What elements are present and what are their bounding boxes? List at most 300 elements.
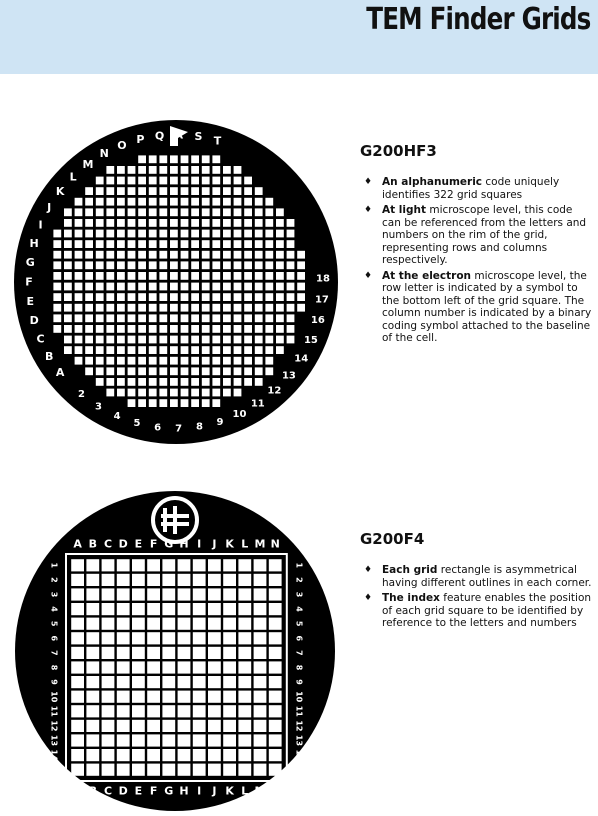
grid-square — [269, 749, 282, 761]
grid-square — [102, 603, 115, 615]
rim-letter-label: J — [47, 201, 52, 215]
grid-square — [132, 559, 145, 571]
grid-square — [117, 705, 130, 717]
grid-square — [106, 208, 114, 216]
grid-square — [162, 764, 175, 776]
list-item: ♦ An alphanumeric code uniquely identifies 322 grid squares — [364, 176, 560, 201]
rim-number-label: 10 — [232, 409, 247, 421]
grid-square — [244, 272, 252, 280]
grid-square — [244, 304, 252, 312]
grid-square — [106, 304, 114, 312]
grid-square — [244, 230, 252, 238]
grid-square — [102, 720, 115, 732]
grid-square — [238, 691, 251, 703]
grid-square — [138, 272, 146, 280]
grid-square — [159, 187, 167, 195]
grid-square — [178, 661, 191, 673]
grid-square — [117, 346, 125, 354]
grid-square — [170, 314, 178, 322]
column-letter-label: E — [134, 537, 143, 551]
grid-square — [223, 272, 231, 280]
grid-square — [193, 647, 206, 659]
grid-square — [102, 734, 115, 746]
grid-square — [178, 559, 191, 571]
grid-square — [202, 283, 210, 291]
column-letter-label: M — [254, 784, 266, 798]
grid-square — [128, 293, 136, 301]
grid-square — [132, 749, 145, 761]
grid-square — [85, 367, 93, 375]
rim-number-label: 6 — [154, 422, 162, 434]
grid-square — [181, 293, 189, 301]
grid-square — [265, 346, 273, 354]
grid-square — [178, 764, 191, 776]
grid-square — [238, 588, 251, 600]
grid-square — [181, 357, 189, 365]
grid-square — [208, 632, 221, 644]
grid-square — [287, 283, 295, 291]
grid-square — [297, 272, 305, 280]
grid-square — [191, 240, 199, 248]
row-number-label: 11 — [294, 705, 304, 717]
section-heading: G200HF3 — [360, 142, 437, 160]
grid-square — [208, 676, 221, 688]
grid-square — [223, 734, 236, 746]
grid-square — [269, 705, 282, 717]
grid-square — [96, 346, 104, 354]
grid-square — [102, 632, 115, 644]
grid-square — [86, 749, 99, 761]
grid-square — [276, 304, 284, 312]
grid-square — [149, 304, 157, 312]
grid-square — [255, 198, 263, 206]
rim-letter-label: N — [99, 147, 109, 161]
grid-square — [53, 283, 61, 291]
grid-square — [181, 389, 189, 397]
grid-square — [255, 283, 263, 291]
grid-square — [212, 155, 220, 163]
grid-square — [212, 378, 220, 386]
grid-square — [223, 251, 231, 259]
grid-square — [265, 367, 273, 375]
grid-square — [223, 283, 231, 291]
grid-square — [149, 378, 157, 386]
grid-square — [244, 314, 252, 322]
grid-square — [254, 749, 267, 761]
grid-square — [149, 346, 157, 354]
row-number-label: 1 — [294, 562, 304, 569]
grid-square — [128, 198, 136, 206]
grid-square — [128, 230, 136, 238]
grid-square — [149, 166, 157, 174]
grid-square — [269, 574, 282, 586]
grid-square — [117, 187, 125, 195]
grid-square — [138, 198, 146, 206]
grid-square — [212, 389, 220, 397]
grid-square — [85, 304, 93, 312]
grid-square — [86, 676, 99, 688]
grid-square — [181, 198, 189, 206]
grid-square — [106, 378, 114, 386]
grid-square — [255, 378, 263, 386]
grid-square — [147, 734, 160, 746]
grid-square — [106, 219, 114, 227]
grid-square — [181, 378, 189, 386]
grid-square — [117, 691, 130, 703]
grid-square — [117, 720, 130, 732]
grid-square — [75, 283, 83, 291]
grid-square — [128, 187, 136, 195]
grid-square — [117, 764, 130, 776]
grid-square — [132, 588, 145, 600]
grid-square — [132, 661, 145, 673]
rim-number-label: 14 — [294, 353, 309, 365]
grid-square — [193, 588, 206, 600]
grid-square — [147, 720, 160, 732]
grid-square — [254, 574, 267, 586]
grid-square — [162, 734, 175, 746]
grid-square — [147, 676, 160, 688]
grid-square — [181, 283, 189, 291]
grid-square — [106, 389, 114, 397]
list-item: ♦ At light microscope level, this code can be referenced from the letters and numbers on the rim of the grid, representing rows and columns respectively. — [364, 204, 587, 266]
grid-square — [244, 219, 252, 227]
grid-square — [75, 293, 83, 301]
grid-square — [223, 618, 236, 630]
grid-square — [162, 705, 175, 717]
grid-square — [223, 691, 236, 703]
grid-square — [71, 618, 84, 630]
grid-square — [117, 357, 125, 365]
grid-square — [202, 261, 210, 269]
grid-square — [102, 574, 115, 586]
grid-square — [193, 734, 206, 746]
grid-square — [287, 230, 295, 238]
grid-square — [102, 749, 115, 761]
grid-square — [181, 399, 189, 407]
grid-square — [202, 367, 210, 375]
grid-square — [244, 208, 252, 216]
grid-square — [297, 283, 305, 291]
grid-square — [234, 219, 242, 227]
grid-square — [212, 314, 220, 322]
grid-square — [149, 314, 157, 322]
grid-square — [159, 198, 167, 206]
grid-square — [202, 346, 210, 354]
grid-square — [170, 198, 178, 206]
column-letter-label: C — [103, 784, 113, 798]
grid-square — [138, 166, 146, 174]
grid-square — [75, 208, 83, 216]
grid-square — [202, 155, 210, 163]
grid-square — [132, 574, 145, 586]
grid-square — [117, 198, 125, 206]
grid-square — [170, 367, 178, 375]
grid-square — [117, 603, 130, 615]
grid-square — [223, 219, 231, 227]
grid-square — [106, 251, 114, 259]
grid-square — [71, 705, 84, 717]
rim-letter-label: I — [38, 218, 43, 232]
grid-square — [128, 261, 136, 269]
grid-square — [254, 764, 267, 776]
grid-square — [71, 588, 84, 600]
grid-square — [162, 632, 175, 644]
grid-square — [117, 166, 125, 174]
grid-square — [96, 187, 104, 195]
grid-square — [147, 647, 160, 659]
grid-square — [181, 219, 189, 227]
grid-square — [85, 261, 93, 269]
grid-square — [53, 230, 61, 238]
grid-square — [191, 346, 199, 354]
grid-square — [223, 293, 231, 301]
grid-square — [181, 325, 189, 333]
grid-square — [254, 676, 267, 688]
grid-square — [85, 336, 93, 344]
rim-number-label: 15 — [303, 334, 318, 346]
grid-square — [238, 661, 251, 673]
grid-square — [234, 208, 242, 216]
grid-square — [64, 304, 72, 312]
row-number-label: 13 — [49, 734, 59, 747]
grid-square — [117, 378, 125, 386]
grid-square — [64, 325, 72, 333]
grid-square — [162, 588, 175, 600]
grid-square — [96, 357, 104, 365]
grid-square — [208, 720, 221, 732]
grid-square — [244, 293, 252, 301]
grid-square — [234, 325, 242, 333]
row-number-label: 9 — [294, 679, 304, 685]
column-letter-label: A — [73, 537, 82, 551]
grid-square — [276, 251, 284, 259]
grid-square — [53, 261, 61, 269]
grid-square — [96, 325, 104, 333]
grid-square — [234, 283, 242, 291]
grid-square — [71, 720, 84, 732]
grid-square — [147, 618, 160, 630]
grid-square — [138, 261, 146, 269]
grid-square — [170, 166, 178, 174]
grid-square — [159, 399, 167, 407]
grid-square — [117, 314, 125, 322]
grid-square — [212, 293, 220, 301]
grid-square — [53, 240, 61, 248]
grid-square — [117, 676, 130, 688]
grid-square — [159, 155, 167, 163]
grid-square — [106, 240, 114, 248]
grid-square — [193, 574, 206, 586]
grid-square — [254, 734, 267, 746]
grid-square — [223, 304, 231, 312]
grid-square — [102, 764, 115, 776]
row-number-label: 9 — [49, 679, 59, 685]
grid-square — [147, 661, 160, 673]
grid-square — [86, 559, 99, 571]
grid-square — [212, 208, 220, 216]
grid-square — [75, 336, 83, 344]
grid-square — [132, 720, 145, 732]
grid-square — [64, 240, 72, 248]
grid-square — [149, 240, 157, 248]
grid-square — [202, 187, 210, 195]
grid-square — [234, 261, 242, 269]
rim-number-label: 2 — [78, 389, 85, 401]
row-number-label: 12 — [49, 720, 59, 732]
grid-square — [162, 618, 175, 630]
grid-square — [96, 240, 104, 248]
grid-square — [269, 632, 282, 644]
grid-square — [244, 261, 252, 269]
grid-square — [202, 304, 210, 312]
grid-square — [181, 230, 189, 238]
grid-square — [170, 219, 178, 227]
grid-square — [181, 346, 189, 354]
rim-letter-label: F — [25, 275, 33, 289]
grid-square — [234, 198, 242, 206]
grid-square — [193, 603, 206, 615]
grid-square — [223, 764, 236, 776]
grid-square — [265, 198, 273, 206]
grid-square — [170, 389, 178, 397]
grid-square — [117, 230, 125, 238]
grid-square — [159, 357, 167, 365]
grid-square — [149, 357, 157, 365]
g200hf3-grid-image — [12, 118, 340, 446]
grid-square — [117, 574, 130, 586]
rim-letter-label: C — [36, 332, 45, 346]
grid-square — [159, 367, 167, 375]
grid-square — [244, 325, 252, 333]
grid-square — [86, 734, 99, 746]
grid-square — [128, 389, 136, 397]
grid-square — [181, 155, 189, 163]
column-letter-label: I — [197, 784, 202, 798]
grid-square — [159, 261, 167, 269]
grid-square — [132, 676, 145, 688]
column-letter-label: J — [212, 537, 217, 551]
grid-square — [202, 325, 210, 333]
grid-square — [149, 198, 157, 206]
grid-square — [297, 261, 305, 269]
grid-square — [244, 177, 252, 185]
grid-square — [64, 230, 72, 238]
row-number-label: 8 — [294, 664, 304, 671]
grid-square — [212, 304, 220, 312]
grid-square — [255, 208, 263, 216]
grid-square — [85, 208, 93, 216]
grid-square — [85, 325, 93, 333]
grid-square — [254, 705, 267, 717]
grid-square — [106, 283, 114, 291]
grid-square — [238, 720, 251, 732]
grid-square — [178, 676, 191, 688]
grid-square — [64, 283, 72, 291]
grid-square — [170, 399, 178, 407]
grid-square — [117, 325, 125, 333]
grid-square — [75, 304, 83, 312]
grid-square — [269, 764, 282, 776]
grid-square — [191, 314, 199, 322]
grid-square — [96, 251, 104, 259]
grid-square — [128, 367, 136, 375]
grid-square — [117, 647, 130, 659]
grid-square — [170, 208, 178, 216]
grid-square — [212, 357, 220, 365]
grid-square — [255, 230, 263, 238]
row-number-label: 13 — [294, 734, 304, 747]
grid-square — [96, 272, 104, 280]
column-letter-label: I — [197, 537, 202, 551]
grid-square — [64, 251, 72, 259]
grid-square — [96, 198, 104, 206]
grid-square — [269, 691, 282, 703]
grid-square — [149, 187, 157, 195]
grid-square — [244, 367, 252, 375]
column-letter-label: G — [164, 784, 174, 798]
grid-square — [287, 304, 295, 312]
grid-square — [178, 691, 191, 703]
grid-square — [223, 208, 231, 216]
grid-square — [86, 588, 99, 600]
grid-square — [223, 720, 236, 732]
grid-square — [178, 647, 191, 659]
grid-square — [170, 177, 178, 185]
grid-square — [265, 272, 273, 280]
grid-square — [64, 208, 72, 216]
row-number-label: 11 — [49, 705, 59, 717]
grid-square — [71, 749, 84, 761]
rim-number-label: 17 — [314, 294, 329, 306]
row-number-label: 8 — [49, 664, 59, 671]
grid-square — [96, 378, 104, 386]
grid-square — [117, 559, 130, 571]
grid-square — [170, 230, 178, 238]
grid-square — [276, 272, 284, 280]
grid-square — [128, 251, 136, 259]
grid-square — [202, 208, 210, 216]
row-number-label: 14 — [49, 749, 59, 761]
row-number-label: 4 — [294, 606, 304, 612]
grid-square — [191, 325, 199, 333]
grid-square — [106, 293, 114, 301]
grid-square — [71, 676, 84, 688]
grid-square — [117, 251, 125, 259]
grid-square — [96, 208, 104, 216]
grid-square — [53, 293, 61, 301]
grid-square — [149, 177, 157, 185]
grid-square — [269, 588, 282, 600]
grid-square — [102, 661, 115, 673]
rim-number-label: 8 — [196, 421, 203, 433]
grid-square — [147, 691, 160, 703]
grid-square — [265, 208, 273, 216]
grid-square — [75, 314, 83, 322]
bullet-list — [360, 564, 592, 630]
grid-square — [178, 574, 191, 586]
rim-letter-label: H — [29, 236, 39, 250]
grid-square — [297, 293, 305, 301]
grid-square — [223, 187, 231, 195]
column-letter-label: H — [179, 537, 189, 551]
grid-square — [238, 676, 251, 688]
grid-square — [234, 251, 242, 259]
section-g200hf3 — [360, 142, 592, 348]
row-number-label: 6 — [49, 635, 59, 642]
grid-square — [75, 261, 83, 269]
grid-square — [71, 603, 84, 615]
